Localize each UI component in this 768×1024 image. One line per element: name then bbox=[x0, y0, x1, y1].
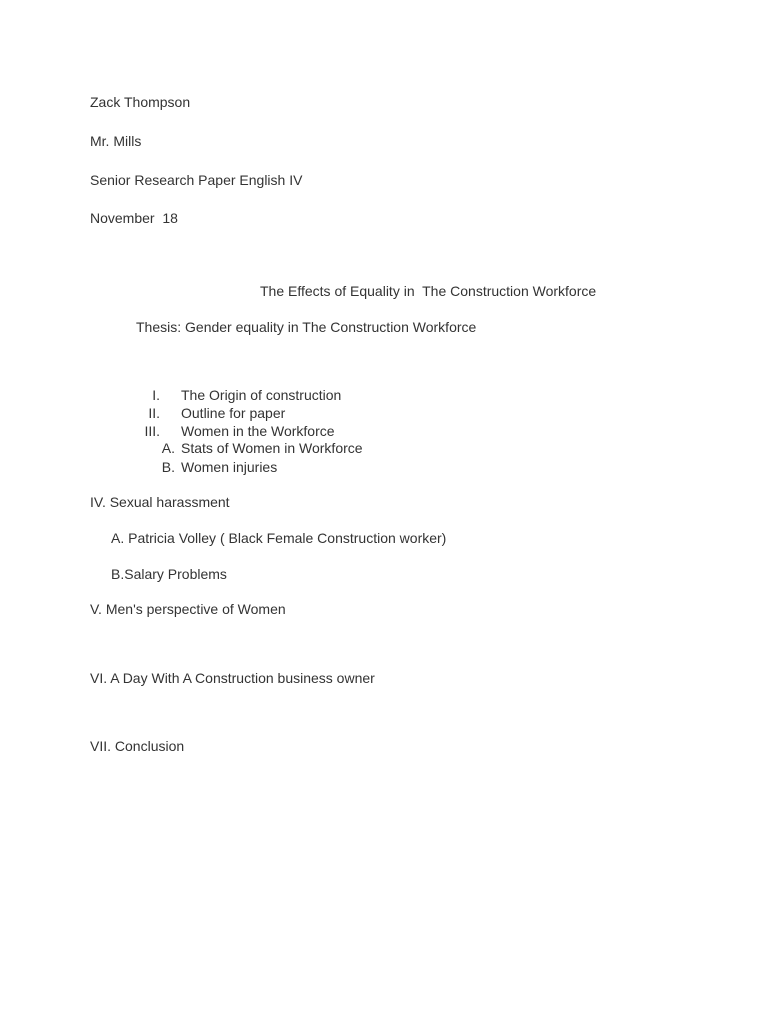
outline-section-v: V. Men's perspective of Women bbox=[90, 601, 286, 617]
outline-section-iv: IV. Sexual harassment bbox=[90, 494, 230, 510]
outline-section-vi: VI. A Day With A Construction business owner bbox=[90, 670, 375, 686]
outline-section-vii: VII. Conclusion bbox=[90, 738, 185, 754]
course-name: Senior Research Paper English IV bbox=[90, 172, 303, 188]
outline-subitem-letter: B. bbox=[161, 459, 175, 475]
outline-item-text: Outline for paper bbox=[181, 405, 286, 421]
outline-subitem-text: Women injuries bbox=[181, 459, 278, 475]
outline-item-number: III. bbox=[144, 423, 160, 439]
author-name: Zack Thompson bbox=[90, 94, 191, 110]
thesis-statement: Thesis: Gender equality in The Construction Workforce bbox=[136, 319, 477, 335]
outline-item-number: II. bbox=[148, 405, 160, 421]
outline-item-text: The Origin of construction bbox=[181, 387, 342, 403]
paper-date: November 18 bbox=[90, 210, 178, 226]
outline-item-number: I. bbox=[152, 387, 160, 403]
outline-subitem-letter: A. bbox=[161, 440, 175, 456]
outline-section-iv-a: A. Patricia Volley ( Black Female Construction worker) bbox=[111, 530, 447, 546]
teacher-name: Mr. Mills bbox=[90, 133, 142, 149]
outline-item-text: Women in the Workforce bbox=[181, 423, 335, 439]
outline-subitem-text: Stats of Women in Workforce bbox=[181, 440, 363, 456]
outline-section-iv-b: B.Salary Problems bbox=[111, 566, 227, 582]
paper-title: The Effects of Equality in The Construction Workforce bbox=[260, 283, 597, 299]
